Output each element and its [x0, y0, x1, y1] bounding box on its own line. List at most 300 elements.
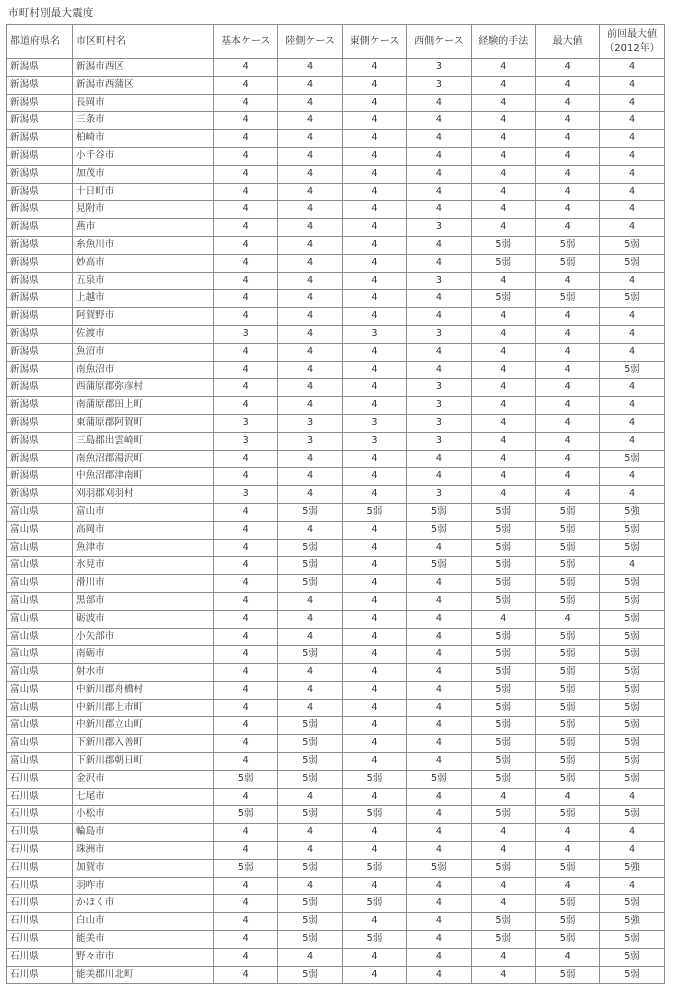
cell-prefecture: 新潟県 — [7, 432, 73, 450]
cell-base-case: 3 — [214, 325, 278, 343]
cell-municipality: 滑川市 — [73, 575, 214, 593]
table-row — [7, 503, 665, 521]
cell-land-side-case: 4 — [278, 592, 342, 610]
cell-municipality: 富山市 — [73, 503, 214, 521]
table-row — [7, 112, 665, 130]
cell-base-case: 4 — [214, 254, 278, 272]
cell-municipality: 中新川郡舟橋村 — [73, 681, 214, 699]
cell-previous-max: 4 — [600, 183, 664, 201]
cell-west-side-case: 4 — [407, 735, 471, 753]
cell-previous-max: 4 — [600, 468, 664, 486]
cell-previous-max: 4 — [600, 824, 664, 842]
cell-base-case: 4 — [214, 397, 278, 415]
cell-base-case: 4 — [214, 699, 278, 717]
cell-land-side-case: 4 — [278, 254, 342, 272]
cell-land-side-case: 4 — [278, 165, 342, 183]
cell-east-side-case: 4 — [342, 290, 406, 308]
cell-prefecture: 富山県 — [7, 717, 73, 735]
cell-base-case: 4 — [214, 610, 278, 628]
cell-empirical-method: 4 — [471, 966, 535, 984]
cell-empirical-method: 5弱 — [471, 913, 535, 931]
table-header — [7, 25, 665, 59]
cell-east-side-case: 4 — [342, 130, 406, 148]
cell-east-side-case: 4 — [342, 201, 406, 219]
cell-west-side-case: 5弱 — [407, 770, 471, 788]
cell-previous-max: 5弱 — [600, 735, 664, 753]
cell-previous-max: 4 — [600, 308, 664, 326]
cell-base-case: 4 — [214, 450, 278, 468]
cell-base-case: 4 — [214, 788, 278, 806]
cell-municipality: 南魚沼郡湯沢町 — [73, 450, 214, 468]
cell-west-side-case: 5弱 — [407, 557, 471, 575]
cell-municipality: 三条市 — [73, 112, 214, 130]
cell-east-side-case: 4 — [342, 753, 406, 771]
cell-east-side-case: 4 — [342, 877, 406, 895]
cell-land-side-case: 5弱 — [278, 503, 342, 521]
cell-base-case: 4 — [214, 913, 278, 931]
cell-prefecture: 新潟県 — [7, 290, 73, 308]
cell-empirical-method: 4 — [471, 59, 535, 77]
cell-prefecture: 富山県 — [7, 575, 73, 593]
cell-empirical-method: 5弱 — [471, 699, 535, 717]
cell-empirical-method: 4 — [471, 76, 535, 94]
cell-municipality: 刈羽郡刈羽村 — [73, 486, 214, 504]
cell-empirical-method: 4 — [471, 842, 535, 860]
header-row — [7, 25, 665, 59]
cell-base-case: 4 — [214, 201, 278, 219]
cell-west-side-case: 3 — [407, 59, 471, 77]
cell-previous-max: 5弱 — [600, 539, 664, 557]
cell-east-side-case: 4 — [342, 628, 406, 646]
cell-max-value: 4 — [535, 165, 599, 183]
cell-east-side-case: 4 — [342, 272, 406, 290]
cell-prefecture: 石川県 — [7, 770, 73, 788]
cell-east-side-case: 4 — [342, 521, 406, 539]
cell-base-case: 4 — [214, 130, 278, 148]
cell-previous-max: 4 — [600, 397, 664, 415]
cell-land-side-case: 4 — [278, 521, 342, 539]
cell-east-side-case: 4 — [342, 450, 406, 468]
cell-max-value: 5弱 — [535, 966, 599, 984]
cell-base-case: 4 — [214, 503, 278, 521]
cell-max-value: 4 — [535, 325, 599, 343]
cell-previous-max: 5弱 — [600, 770, 664, 788]
cell-max-value: 4 — [535, 877, 599, 895]
cell-previous-max: 5弱 — [600, 806, 664, 824]
cell-empirical-method: 5弱 — [471, 254, 535, 272]
cell-land-side-case: 4 — [278, 76, 342, 94]
table-row — [7, 521, 665, 539]
cell-east-side-case: 4 — [342, 59, 406, 77]
cell-prefecture: 富山県 — [7, 646, 73, 664]
cell-base-case: 5弱 — [214, 770, 278, 788]
table-row — [7, 290, 665, 308]
cell-west-side-case: 4 — [407, 842, 471, 860]
cell-empirical-method: 4 — [471, 325, 535, 343]
cell-west-side-case: 4 — [407, 646, 471, 664]
cell-east-side-case: 4 — [342, 486, 406, 504]
cell-base-case: 4 — [214, 557, 278, 575]
cell-land-side-case: 5弱 — [278, 753, 342, 771]
cell-prefecture: 新潟県 — [7, 486, 73, 504]
cell-municipality: かほく市 — [73, 895, 214, 913]
cell-base-case: 4 — [214, 379, 278, 397]
cell-max-value: 5弱 — [535, 681, 599, 699]
cell-base-case: 4 — [214, 165, 278, 183]
intensity-table — [6, 24, 665, 984]
cell-land-side-case: 4 — [278, 343, 342, 361]
cell-east-side-case: 4 — [342, 343, 406, 361]
header-land-side-case: 陸側ケース — [278, 25, 342, 59]
cell-max-value: 4 — [535, 842, 599, 860]
cell-max-value: 4 — [535, 432, 599, 450]
cell-municipality: 黒部市 — [73, 592, 214, 610]
cell-max-value: 4 — [535, 361, 599, 379]
cell-municipality: 珠洲市 — [73, 842, 214, 860]
cell-west-side-case: 3 — [407, 76, 471, 94]
cell-previous-max: 5弱 — [600, 895, 664, 913]
cell-municipality: 金沢市 — [73, 770, 214, 788]
cell-empirical-method: 5弱 — [471, 735, 535, 753]
cell-municipality: 妙高市 — [73, 254, 214, 272]
cell-previous-max: 5弱 — [600, 290, 664, 308]
cell-empirical-method: 5弱 — [471, 503, 535, 521]
cell-base-case: 4 — [214, 468, 278, 486]
table-row — [7, 432, 665, 450]
cell-prefecture: 新潟県 — [7, 201, 73, 219]
cell-prefecture: 新潟県 — [7, 450, 73, 468]
cell-municipality: 上越市 — [73, 290, 214, 308]
cell-max-value: 4 — [535, 414, 599, 432]
cell-base-case: 4 — [214, 966, 278, 984]
cell-land-side-case: 3 — [278, 432, 342, 450]
cell-municipality: 柏崎市 — [73, 130, 214, 148]
cell-west-side-case: 4 — [407, 877, 471, 895]
table-row — [7, 539, 665, 557]
cell-max-value: 4 — [535, 130, 599, 148]
cell-municipality: 小矢部市 — [73, 628, 214, 646]
cell-empirical-method: 5弱 — [471, 539, 535, 557]
cell-empirical-method: 5弱 — [471, 592, 535, 610]
cell-previous-max: 4 — [600, 201, 664, 219]
table-row — [7, 468, 665, 486]
cell-land-side-case: 5弱 — [278, 913, 342, 931]
cell-municipality: 五泉市 — [73, 272, 214, 290]
cell-east-side-case: 4 — [342, 610, 406, 628]
cell-previous-max: 4 — [600, 432, 664, 450]
cell-base-case: 4 — [214, 895, 278, 913]
cell-municipality: 佐渡市 — [73, 325, 214, 343]
cell-west-side-case: 4 — [407, 913, 471, 931]
cell-base-case: 4 — [214, 664, 278, 682]
cell-land-side-case: 5弱 — [278, 717, 342, 735]
cell-max-value: 5弱 — [535, 735, 599, 753]
cell-empirical-method: 4 — [471, 130, 535, 148]
cell-municipality: 長岡市 — [73, 94, 214, 112]
cell-land-side-case: 5弱 — [278, 770, 342, 788]
cell-west-side-case: 3 — [407, 486, 471, 504]
cell-empirical-method: 4 — [471, 94, 535, 112]
cell-prefecture: 新潟県 — [7, 379, 73, 397]
cell-east-side-case: 4 — [342, 219, 406, 237]
cell-empirical-method: 4 — [471, 397, 535, 415]
cell-base-case: 4 — [214, 681, 278, 699]
cell-east-side-case: 4 — [342, 592, 406, 610]
cell-max-value: 5弱 — [535, 699, 599, 717]
cell-land-side-case: 4 — [278, 486, 342, 504]
cell-max-value: 4 — [535, 486, 599, 504]
table-row — [7, 183, 665, 201]
cell-max-value: 4 — [535, 94, 599, 112]
cell-land-side-case: 5弱 — [278, 931, 342, 949]
cell-east-side-case: 4 — [342, 165, 406, 183]
cell-previous-max: 4 — [600, 112, 664, 130]
cell-max-value: 5弱 — [535, 539, 599, 557]
cell-max-value: 5弱 — [535, 753, 599, 771]
cell-prefecture: 新潟県 — [7, 468, 73, 486]
cell-max-value: 4 — [535, 468, 599, 486]
cell-municipality: 中新川郡立山町 — [73, 717, 214, 735]
cell-prefecture: 新潟県 — [7, 147, 73, 165]
cell-west-side-case: 4 — [407, 308, 471, 326]
table-row — [7, 361, 665, 379]
cell-land-side-case: 4 — [278, 147, 342, 165]
cell-east-side-case: 4 — [342, 735, 406, 753]
cell-east-side-case: 5弱 — [342, 895, 406, 913]
table-row — [7, 681, 665, 699]
cell-empirical-method: 5弱 — [471, 681, 535, 699]
header-prefecture: 都道府県名 — [7, 25, 73, 59]
cell-base-case: 4 — [214, 824, 278, 842]
cell-land-side-case: 4 — [278, 361, 342, 379]
cell-west-side-case: 4 — [407, 539, 471, 557]
cell-prefecture: 新潟県 — [7, 112, 73, 130]
cell-land-side-case: 4 — [278, 468, 342, 486]
cell-land-side-case: 4 — [278, 948, 342, 966]
table-row — [7, 824, 665, 842]
cell-prefecture: 新潟県 — [7, 76, 73, 94]
header-empirical-method: 経験的手法 — [471, 25, 535, 59]
cell-empirical-method: 5弱 — [471, 931, 535, 949]
cell-west-side-case: 5弱 — [407, 521, 471, 539]
cell-max-value: 4 — [535, 397, 599, 415]
cell-empirical-method: 4 — [471, 147, 535, 165]
cell-west-side-case: 4 — [407, 664, 471, 682]
cell-max-value: 5弱 — [535, 254, 599, 272]
table-row — [7, 877, 665, 895]
cell-previous-max: 5弱 — [600, 236, 664, 254]
cell-west-side-case: 4 — [407, 450, 471, 468]
cell-max-value: 5弱 — [535, 236, 599, 254]
cell-municipality: 氷見市 — [73, 557, 214, 575]
cell-max-value: 4 — [535, 450, 599, 468]
cell-prefecture: 石川県 — [7, 842, 73, 860]
cell-previous-max: 5強 — [600, 913, 664, 931]
cell-base-case: 4 — [214, 308, 278, 326]
table-row — [7, 717, 665, 735]
table-row — [7, 948, 665, 966]
cell-municipality: 南砺市 — [73, 646, 214, 664]
cell-base-case: 4 — [214, 931, 278, 949]
table-row — [7, 147, 665, 165]
cell-previous-max: 5弱 — [600, 254, 664, 272]
table-row — [7, 592, 665, 610]
cell-west-side-case: 4 — [407, 201, 471, 219]
cell-west-side-case: 4 — [407, 147, 471, 165]
cell-empirical-method: 4 — [471, 450, 535, 468]
page-title: 市町村別最大震度 — [8, 7, 94, 19]
cell-base-case: 4 — [214, 183, 278, 201]
cell-max-value: 4 — [535, 219, 599, 237]
cell-base-case: 4 — [214, 592, 278, 610]
cell-west-side-case: 4 — [407, 112, 471, 130]
table-row — [7, 379, 665, 397]
cell-empirical-method: 4 — [471, 895, 535, 913]
cell-land-side-case: 4 — [278, 201, 342, 219]
table-row — [7, 414, 665, 432]
cell-east-side-case: 4 — [342, 646, 406, 664]
cell-land-side-case: 4 — [278, 130, 342, 148]
cell-land-side-case: 4 — [278, 664, 342, 682]
cell-previous-max: 5弱 — [600, 681, 664, 699]
table-row — [7, 254, 665, 272]
cell-west-side-case: 4 — [407, 361, 471, 379]
cell-max-value: 5弱 — [535, 913, 599, 931]
cell-municipality: 小千谷市 — [73, 147, 214, 165]
table-row — [7, 646, 665, 664]
cell-previous-max: 5弱 — [600, 966, 664, 984]
cell-empirical-method: 5弱 — [471, 557, 535, 575]
cell-base-case: 5弱 — [214, 859, 278, 877]
cell-prefecture: 富山県 — [7, 753, 73, 771]
cell-west-side-case: 3 — [407, 432, 471, 450]
cell-prefecture: 石川県 — [7, 948, 73, 966]
cell-max-value: 5弱 — [535, 290, 599, 308]
cell-east-side-case: 5弱 — [342, 859, 406, 877]
cell-previous-max: 5弱 — [600, 931, 664, 949]
table-row — [7, 699, 665, 717]
cell-land-side-case: 4 — [278, 681, 342, 699]
cell-land-side-case: 5弱 — [278, 859, 342, 877]
cell-east-side-case: 4 — [342, 361, 406, 379]
table-row — [7, 753, 665, 771]
cell-base-case: 4 — [214, 343, 278, 361]
cell-land-side-case: 3 — [278, 414, 342, 432]
cell-base-case: 4 — [214, 94, 278, 112]
table-row — [7, 788, 665, 806]
cell-west-side-case: 5弱 — [407, 503, 471, 521]
cell-max-value: 4 — [535, 343, 599, 361]
cell-prefecture: 石川県 — [7, 966, 73, 984]
cell-max-value: 4 — [535, 76, 599, 94]
table-row — [7, 806, 665, 824]
cell-prefecture: 富山県 — [7, 699, 73, 717]
cell-previous-max: 5弱 — [600, 610, 664, 628]
cell-east-side-case: 5弱 — [342, 931, 406, 949]
cell-west-side-case: 4 — [407, 824, 471, 842]
cell-municipality: 輪島市 — [73, 824, 214, 842]
table-row — [7, 219, 665, 237]
cell-municipality: 射水市 — [73, 664, 214, 682]
cell-max-value: 5弱 — [535, 592, 599, 610]
cell-max-value: 5弱 — [535, 859, 599, 877]
cell-max-value: 5弱 — [535, 664, 599, 682]
cell-land-side-case: 4 — [278, 308, 342, 326]
cell-land-side-case: 5弱 — [278, 575, 342, 593]
cell-base-case: 4 — [214, 236, 278, 254]
table-row — [7, 272, 665, 290]
header-previous-max — [600, 25, 664, 59]
cell-max-value: 4 — [535, 112, 599, 130]
cell-land-side-case: 5弱 — [278, 539, 342, 557]
cell-municipality: 新潟市西区 — [73, 59, 214, 77]
cell-empirical-method: 4 — [471, 468, 535, 486]
cell-municipality: 羽咋市 — [73, 877, 214, 895]
cell-previous-max: 4 — [600, 219, 664, 237]
cell-base-case: 4 — [214, 842, 278, 860]
cell-base-case: 3 — [214, 432, 278, 450]
cell-municipality: 下新川郡朝日町 — [73, 753, 214, 771]
cell-empirical-method: 5弱 — [471, 521, 535, 539]
cell-west-side-case: 3 — [407, 397, 471, 415]
cell-previous-max: 4 — [600, 147, 664, 165]
table-row — [7, 895, 665, 913]
cell-prefecture: 新潟県 — [7, 343, 73, 361]
cell-max-value: 4 — [535, 201, 599, 219]
cell-previous-max: 5弱 — [600, 450, 664, 468]
cell-previous-max: 4 — [600, 414, 664, 432]
cell-land-side-case: 4 — [278, 450, 342, 468]
cell-max-value: 5弱 — [535, 628, 599, 646]
cell-land-side-case: 4 — [278, 325, 342, 343]
cell-prefecture: 新潟県 — [7, 272, 73, 290]
cell-west-side-case: 4 — [407, 753, 471, 771]
cell-empirical-method: 5弱 — [471, 628, 535, 646]
cell-base-case: 4 — [214, 628, 278, 646]
cell-max-value: 5弱 — [535, 646, 599, 664]
cell-previous-max: 4 — [600, 272, 664, 290]
cell-prefecture: 新潟県 — [7, 397, 73, 415]
cell-east-side-case: 4 — [342, 397, 406, 415]
cell-west-side-case: 4 — [407, 290, 471, 308]
cell-prefecture: 新潟県 — [7, 59, 73, 77]
cell-empirical-method: 5弱 — [471, 290, 535, 308]
cell-previous-max: 5弱 — [600, 521, 664, 539]
cell-max-value: 4 — [535, 272, 599, 290]
cell-previous-max: 4 — [600, 165, 664, 183]
cell-municipality: 小松市 — [73, 806, 214, 824]
cell-prefecture: 富山県 — [7, 664, 73, 682]
cell-west-side-case: 4 — [407, 806, 471, 824]
cell-west-side-case: 4 — [407, 130, 471, 148]
cell-east-side-case: 4 — [342, 699, 406, 717]
cell-west-side-case: 5弱 — [407, 859, 471, 877]
cell-prefecture: 新潟県 — [7, 165, 73, 183]
cell-land-side-case: 5弱 — [278, 646, 342, 664]
cell-base-case: 4 — [214, 219, 278, 237]
cell-base-case: 4 — [214, 112, 278, 130]
header-west-side-case: 西側ケース — [407, 25, 471, 59]
cell-max-value: 4 — [535, 824, 599, 842]
cell-east-side-case: 4 — [342, 539, 406, 557]
cell-prefecture: 富山県 — [7, 735, 73, 753]
cell-west-side-case: 4 — [407, 575, 471, 593]
cell-municipality: 糸魚川市 — [73, 236, 214, 254]
cell-east-side-case: 4 — [342, 948, 406, 966]
table-row — [7, 735, 665, 753]
cell-east-side-case: 4 — [342, 308, 406, 326]
cell-land-side-case: 4 — [278, 379, 342, 397]
